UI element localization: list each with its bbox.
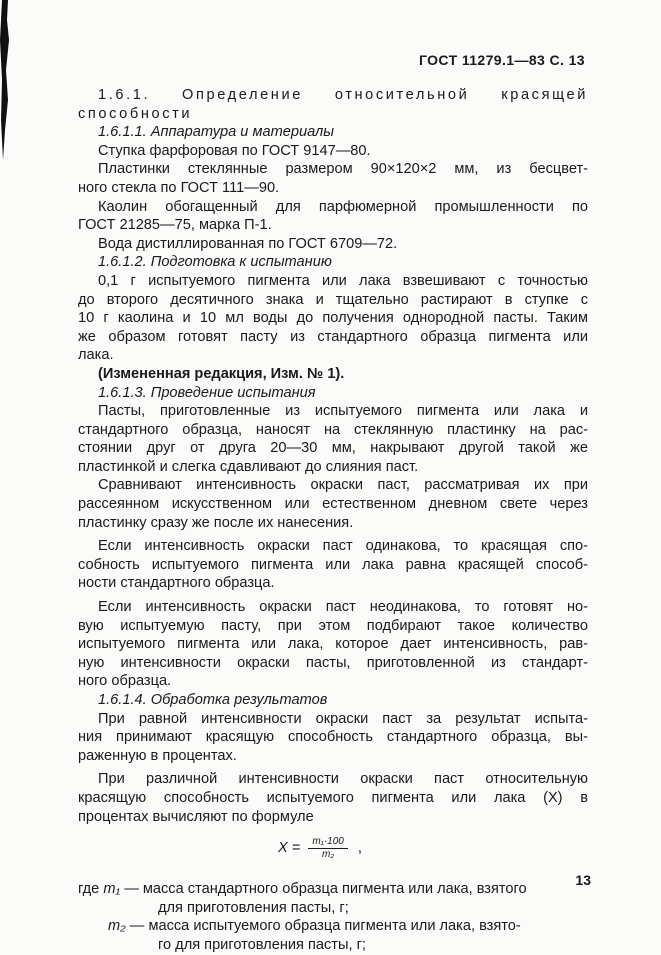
paragraph: Ступка фарфоровая по ГОСТ 9147—80.	[98, 142, 371, 159]
paragraph: 10 г каолина и 10 мл воды до получения однородной пасты. Таким	[78, 310, 588, 327]
document-header: ГОСТ 11279.1—83 С. 13	[418, 52, 585, 68]
paragraph: до второго десятичного знака и тщательно растирают в ступке с	[78, 291, 588, 308]
paragraph: ную интенсивности окраски пасты, приготовленной из стандарт-	[78, 654, 588, 671]
paragraph: стандартного образца, наносят на стеклянную пластинку на рас-	[78, 421, 588, 438]
amendment-note: (Измененная редакция, Изм. № 1).	[98, 365, 345, 382]
paragraph: Вода дистиллированная по ГОСТ 6709—72.	[98, 235, 398, 252]
paragraph: ности стандартного образца.	[78, 575, 275, 592]
paragraph: 0,1 г испытуемого пигмента или лака взвешивают с точностью	[98, 272, 588, 289]
paragraph: красящую способность испытуемого пигмента или лака (X) в	[78, 789, 588, 806]
paragraph: процентах вычисляют по формуле	[78, 808, 314, 825]
document-body	[78, 86, 588, 955]
paragraph: ного стекла по ГОСТ 111—90.	[78, 179, 280, 196]
paragraph: раженную в процентах.	[78, 747, 237, 764]
definition-m2-cont: го для приготовления пасты, г;	[158, 936, 366, 953]
formula	[278, 836, 362, 861]
variable-definitions	[78, 880, 588, 954]
paragraph: Сравнивают интенсивность окраски паст, рассматривая их при	[98, 477, 588, 494]
paragraph: пластинку сразу же после их нанесения.	[78, 514, 354, 531]
section-heading-cont: способности	[78, 105, 193, 122]
paragraph: рассеянном искусственном или естественном дневном свете через	[78, 496, 588, 513]
formula-numerator: m₁·100	[308, 836, 348, 849]
paragraph: При различной интенсивности окраски паст относительную	[98, 771, 588, 788]
subheading-1-6-1-2: 1.6.1.2. Подготовка к испытанию	[98, 254, 332, 271]
formula-denominator: m₂	[321, 849, 335, 861]
paragraph: лака.	[78, 347, 114, 364]
paragraph: стоянии друг от друга 20—30 мм, накрывают другой такой же	[78, 440, 588, 457]
paragraph: ного образца.	[78, 673, 172, 690]
paragraph: При равной интенсивности окраски паст за результат испыта-	[98, 710, 588, 727]
paragraph: Пластинки стеклянные размером 90×120×2 мм, из бесцвет-	[98, 161, 588, 178]
subheading-1-6-1-1: 1.6.1.1. Аппаратура и материалы	[98, 124, 335, 141]
paragraph: собность испытуемого пигмента или лака равна красящей способ-	[78, 556, 588, 573]
paragraph: Каолин обогащенный для парфюмерной промышленности по	[98, 198, 588, 215]
paragraph: вую испытуемую пасту, при этом подбирают такое количество	[78, 617, 588, 634]
paragraph: ния принимают красящую способность стандартного образца, вы-	[78, 729, 588, 746]
formula-fraction	[308, 836, 348, 861]
section-heading-1-6-1: 1.6.1. Определение относительной красящей	[98, 87, 588, 103]
subheading-1-6-1-4: 1.6.1.4. Обработка результатов	[98, 692, 328, 708]
paragraph: Пасты, приготовленные из испытуемого пигмента или лака и	[98, 403, 588, 420]
definition-m1: где m₁ — масса стандартного образца пигмента или лака, взятого	[78, 881, 527, 898]
formula-block	[98, 830, 588, 874]
definition-m2: m₂ — масса испытуемого образца пигмента или лака, взято-	[108, 918, 521, 935]
paragraph: Если интенсивность окраски паст неодинакова, то готовят но-	[98, 599, 588, 616]
page-number: 13	[575, 872, 591, 888]
paragraph: ГОСТ 21285—75, марка П-1.	[78, 217, 272, 234]
formula-trail: ,	[357, 840, 362, 857]
paragraph: пластинкой и слегка сдавливают до слияния паст.	[78, 458, 419, 475]
paragraph: испытуемого пигмента или лака, которое дает интенсивность, рав-	[78, 636, 588, 653]
paragraph: же образом готовят пасту из стандартного образца пигмента или	[78, 328, 588, 345]
definition-m1-cont: для приготовления пасты, г;	[158, 899, 349, 916]
subheading-1-6-1-3: 1.6.1.3. Проведение испытания	[98, 384, 316, 401]
paragraph: Если интенсивность окраски паст одинакова, то красящая спо-	[98, 538, 588, 555]
scan-edge-mark	[0, 0, 10, 160]
formula-lhs: X =	[278, 840, 301, 857]
